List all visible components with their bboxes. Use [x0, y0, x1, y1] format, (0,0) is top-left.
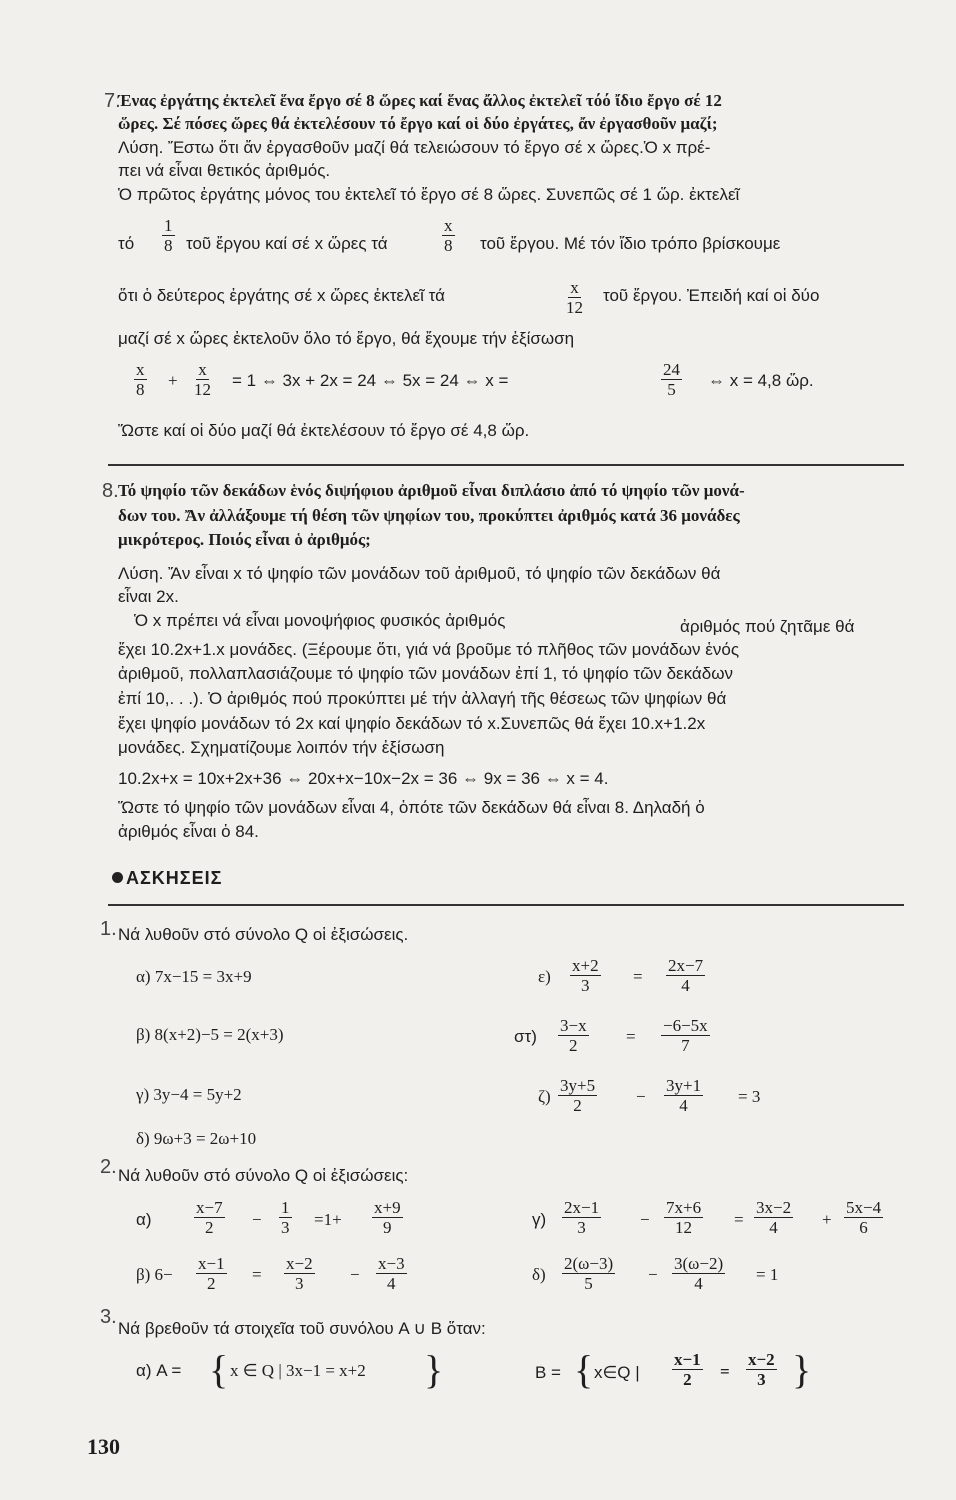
exercise-1-z-fraction-2: $\frac{3y+1}{4}$ [666, 1076, 702, 1115]
exercise-1-b: β) 8(x+2)−5 = 2(x+3) [136, 1025, 284, 1044]
equation-fraction-x-over-12: $\frac{x}{12}$ [194, 360, 211, 399]
equation-plus: + [168, 371, 178, 390]
exercise-2-b-fraction-1: $\frac{x-1}{2}$ [198, 1254, 225, 1293]
problem-7-line-6: μαζί σέ x ὥρες ἐκτελοῦν ὅλο τό ἔργο, θά ἔχουμε τήν ἐξίσωση [118, 329, 575, 348]
exercise-1-e-label: ε) [538, 967, 551, 986]
exercise-1-z-equals: = 3 [738, 1087, 761, 1106]
problem-7-statement-line-1: Ένας ἐργάτης ἐκτελεῖ ἕνα ἔργο σέ 8 ὥρες καί ἕνας ἄλλος ἐκτελεῖ τόό ἴδιο ἔργο σέ 12 [118, 91, 722, 110]
exercise-3-a-label: α) A = [136, 1361, 182, 1380]
exercise-2-g-plus: + [822, 1210, 832, 1229]
exercises-divider [108, 904, 904, 906]
exercise-3-b-equals: = [720, 1362, 730, 1381]
problem-7-line-4-part-c: τοῦ ἔργου. Μέ τόν ἴδιο τρόπο βρίσκουμε [480, 234, 781, 253]
problem-7-solution-line-2: πει νά εἶναι θετικός ἀριθμός. [118, 161, 331, 180]
problem-8-statement-line-1: Τό ψηφίο τῶν δεκάδων ἑνός διψήφιου ἀριθμοῦ εἶναι διπλάσιο ἀπό τό ψηφίο τῶν μονά- [118, 481, 745, 500]
exercise-1-c: γ) 3y−4 = 5y+2 [136, 1085, 242, 1104]
problem-8-solution-line-7: ἔχει ψηφίο μονάδων τό 2x καί ψηφίο δεκάδων τό x.Συνεπῶς θά ἔχει 10.x+1.2x [118, 714, 706, 733]
problem-8-solution-line-10: Ὥστε τό ψηφίο τῶν μονάδων εἶναι 4, ὁπότε τῶν δεκάδων θά εἶναι 8. Δηλαδή ὁ [118, 798, 705, 817]
exercise-1-z-fraction-1: $\frac{3y+5}{2}$ [560, 1076, 596, 1115]
exercise-3-b-label: B = [535, 1363, 561, 1382]
exercise-2-d-equals: = 1 [756, 1265, 779, 1284]
exercises-heading: ΑΣΚΗΣΕΙΣ [112, 868, 222, 889]
exercise-2-g-minus: − [640, 1210, 650, 1229]
problem-7-conclusion: Ὥστε καί οἱ δύο μαζί θά ἐκτελέσουν τό ἔργο σέ 4,8 ὥρ. [118, 421, 530, 440]
exercise-3-b-fraction-1: $\frac{x-1}{2}$ [674, 1350, 701, 1389]
section-divider [108, 464, 904, 466]
problem-8-statement-line-3: μικρότερος. Ποιός εἶναι ὁ ἀριθμός; [118, 530, 371, 549]
exercise-2-a-equals: =1+ [314, 1210, 342, 1229]
exercise-1-z-minus: − [636, 1087, 646, 1106]
problem-7-line-4-part-b: τοῦ ἔργου καί σέ x ὥρες τά [186, 234, 388, 253]
exercise-1-number: 1. [100, 918, 117, 940]
left-brace-icon: { [209, 1347, 229, 1392]
problem-7-statement-line-2: ὥρες. Σέ πόσες ὥρες θά ἐκτελέσουν τό ἔργο καί οἱ δύο ἐργάτες, ἄν ἐργασθοῦν μαζί; [118, 114, 718, 133]
problem-8-solution-line-3a: Ὁ x πρέπει νά εἶναι μονοψήφιος φυσικός ἀριθμός [134, 611, 506, 630]
problem-8-solution-line-4: ἔχει 10.2x+1.x μονάδες. (Ξέρουμε ὅτι, γιά νά βροῦμε τό πλῆθος τῶν μονάδων ἑνός [118, 640, 740, 659]
exercise-2-b-equals: = [252, 1265, 262, 1284]
exercise-2-a-fraction-3: $\frac{x+9}{9}$ [374, 1198, 401, 1237]
right-brace-icon: } [424, 1347, 444, 1392]
exercise-1-a: α) 7x−15 = 3x+9 [136, 967, 252, 986]
exercise-2-g-equals: = [734, 1210, 744, 1229]
exercise-3-prompt: Νά βρεθοῦν τά στοιχεῖα τοῦ συνόλου A ∪ B ὅταν: [118, 1319, 486, 1338]
exercise-3-a-set: x ∈ Q | 3x−1 = x+2 [230, 1361, 366, 1380]
exercise-1-prompt: Νά λυθοῦν στό σύνολο Q οἱ ἐξισώσεις. [118, 925, 409, 944]
problem-7-line-5-part-b: τοῦ ἔργου. Ἐπειδή καί οἱ δύο [603, 286, 820, 305]
exercise-2-g-fraction-1: $\frac{2x-1}{3}$ [564, 1198, 600, 1237]
exercise-2-g-label: γ) [532, 1210, 547, 1229]
exercise-2-d-label: δ) [532, 1265, 546, 1284]
exercise-2-g-fraction-2: $\frac{7x+6}{12}$ [666, 1198, 702, 1237]
exercise-2-b-minus: − [350, 1265, 360, 1284]
exercise-1-st-fraction-1: $\frac{3-x}{2}$ [560, 1016, 587, 1055]
problem-8-solution-line-5: ἀριθμοῦ, πολλαπλασιάζουμε τό ψηφίο τῶν μονάδων ἐπί 1, τό ψηφίο τῶν δεκάδων [118, 664, 733, 683]
problem-8-solution-line-6: ἐπί 10,. . .). Ὁ ἀριθμός πού προκύπτει μέ τήν ἀλλαγή τῆς θέσεως τῶν ψηφίων θά [118, 689, 727, 708]
exercise-2-a-label: α) [136, 1210, 152, 1229]
exercise-2-g-fraction-3: $\frac{3x-2}{4}$ [756, 1198, 792, 1237]
fraction-1-over-8: $\frac{1}{8}$ [164, 216, 173, 255]
problem-8-number: 8. [102, 480, 119, 502]
problem-8-solution-line-9: 10.2x+x = 10x+2x+36 ⇔ 20x+x−10x−2x = 36 ⇔ 9x = 36 ⇔ x = 4. [118, 769, 609, 788]
exercise-2-a-fraction-1: $\frac{x-7}{2}$ [196, 1198, 223, 1237]
exercise-1-st-equals: = [626, 1027, 636, 1046]
fraction-x-over-8: $\frac{x}{8}$ [444, 216, 453, 255]
exercise-2-b-fraction-2: $\frac{x-2}{3}$ [286, 1254, 313, 1293]
exercise-1-st-label: στ) [514, 1027, 537, 1046]
problem-7-line-4-part-a: τό [118, 234, 135, 253]
bullet-icon [112, 872, 123, 883]
problem-7-solution-line-1: Λύση. Ἔστω ὅτι ἄν ἐργασθοῦν μαζί θά τελειώσουν τό ἔργο σέ x ὥρες.Ὁ x πρέ- [118, 138, 711, 157]
exercise-2-b-label: β) 6− [136, 1265, 173, 1284]
exercise-2-prompt: Νά λυθοῦν στό σύνολο Q οἱ ἐξισώσεις: [118, 1166, 409, 1185]
problem-8-solution-line-2: εἶναι 2x. [118, 587, 179, 606]
exercise-2-a-minus: − [252, 1210, 262, 1229]
problem-8-solution-line-3b: ἀριθμός πού ζητᾶμε θά [680, 617, 855, 636]
exercise-1-e-fraction-2: $\frac{2x-7}{4}$ [668, 956, 704, 995]
exercise-2-d-minus: − [648, 1265, 658, 1284]
problem-8-statement-line-2: δων του. Ἄν ἀλλάξουμε τή θέση τῶν ψηφίων του, προκύπτει ἀριθμός κατά 36 μονάδες [118, 506, 740, 525]
exercise-3-b-set-prefix: x∈Q | [594, 1363, 640, 1382]
exercise-2-g-fraction-4: $\frac{5x-4}{6}$ [846, 1198, 882, 1237]
problem-8-solution-line-1: Λύση. Ἄν εἶναι x τό ψηφίο τῶν μονάδων τοῦ ἀριθμοῦ, τό ψηφίο τῶν δεκάδων θά [118, 564, 721, 583]
exercise-1-z-label: ζ) [538, 1087, 551, 1106]
equation-fraction-24-over-5: $\frac{24}{5}$ [663, 360, 680, 399]
exercise-3-number: 3. [100, 1306, 117, 1328]
left-brace-icon: { [574, 1347, 594, 1392]
page-number: 130 [87, 1434, 120, 1459]
exercise-2-a-fraction-2: $\frac{1}{3}$ [281, 1198, 290, 1237]
exercise-1-d: δ) 9ω+3 = 2ω+10 [136, 1129, 257, 1148]
exercise-1-st-fraction-2: $\frac{-6-5x}{7}$ [663, 1016, 708, 1055]
exercise-3-b-fraction-2: $\frac{x-2}{3}$ [748, 1350, 775, 1389]
equation-fraction-x-over-8: $\frac{x}{8}$ [136, 360, 145, 399]
exercise-2-number: 2. [100, 1156, 117, 1178]
exercise-2-d-fraction-1: $\frac{2(\omega-3)}{5}$ [564, 1254, 614, 1293]
problem-7-line-5-part-a: ὅτι ὁ δεύτερος ἐργάτης σέ x ὥρες ἐκτελεῖ τά [118, 286, 445, 305]
problem-7-number: 7. [104, 90, 121, 112]
exercise-1-e-equals: = [633, 967, 643, 986]
exercise-2-b-fraction-3: $\frac{x-3}{4}$ [378, 1254, 405, 1293]
exercise-2-d-fraction-2: $\frac{3(\omega-2)}{4}$ [674, 1254, 724, 1293]
equation-body: = 1 ⇔ 3x + 2x = 24 ⇔ 5x = 24 ⇔ x = [232, 371, 509, 390]
fraction-x-over-12: $\frac{x}{12}$ [566, 278, 583, 317]
right-brace-icon: } [792, 1347, 812, 1392]
problem-8-solution-line-11: ἀριθμός εἶναι ὁ 84. [118, 822, 259, 841]
equation-result: ⇔ x = 4,8 ὥρ. [708, 371, 814, 390]
problem-8-solution-line-8: μονάδες. Σχηματίζουμε λοιπόν τήν ἐξίσωση [118, 738, 445, 757]
problem-7-solution-line-3: Ὁ πρῶτος ἐργάτης μόνος του ἐκτελεῖ τό ἔργο σέ 8 ὥρες. Συνεπῶς σέ 1 ὥρ. ἐκτελεῖ [118, 185, 740, 204]
exercise-1-e-fraction-1: $\frac{x+2}{3}$ [572, 956, 599, 995]
